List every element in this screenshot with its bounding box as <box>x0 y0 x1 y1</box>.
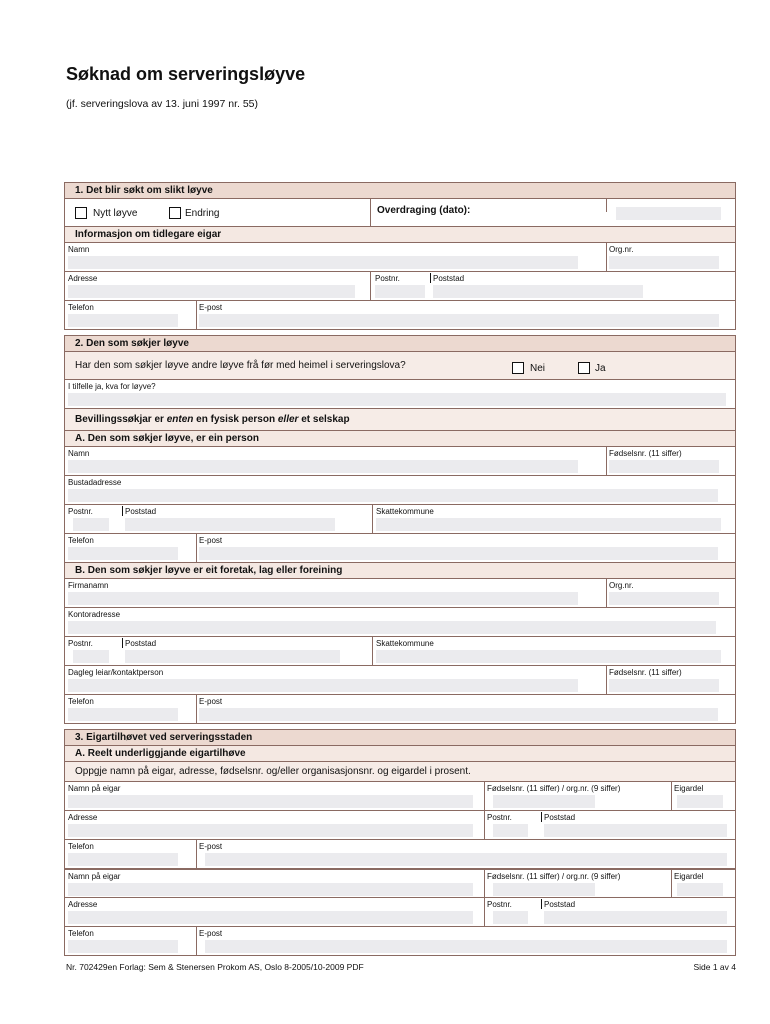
a-postnr-field[interactable] <box>73 518 109 531</box>
prev-email-field[interactable] <box>199 314 719 327</box>
b-manager-label: Dagleg leiar/kontaktperson <box>68 668 164 677</box>
owner1-share-label: Eigardel <box>674 784 704 793</box>
owner2-phone-field[interactable] <box>68 940 178 953</box>
transfer-label: Overdraging (dato): <box>377 205 471 216</box>
b-phone-field[interactable] <box>68 708 178 721</box>
owner2-email-label: E-post <box>199 929 223 938</box>
owner1-name-label: Namn på eigar <box>68 784 121 793</box>
new-licence-label: Nytt løyve <box>93 208 138 219</box>
owner1-share-field[interactable] <box>677 795 723 808</box>
page-title: Søknad om serveringsløyve <box>66 64 306 84</box>
owner2-name-label: Namn på eigar <box>68 872 121 881</box>
prev-address-field[interactable] <box>68 285 355 298</box>
prev-owner-header: Informasjon om tidlegare eigar <box>65 226 735 242</box>
either-text-b: enten <box>166 414 194 425</box>
a-tax-field[interactable] <box>376 518 721 531</box>
change-label: Endring <box>185 208 220 219</box>
section-2-header: 2. Den som søkjer løyve <box>65 336 735 351</box>
b-tax-field[interactable] <box>376 650 721 663</box>
section-2b-header: B. Den som søkjer løyve er eit foretak, lag eller foreining <box>65 562 735 578</box>
owner2-phone-label: Telefon <box>68 929 94 938</box>
b-orgnr-label: Org.nr. <box>609 581 634 590</box>
prev-poststad-field[interactable] <box>433 285 643 298</box>
footer-publisher: Nr. 702429en Forlag: Sem & Stenersen Prokom AS, Oslo 8-2005/10-2009 PDF <box>66 962 364 972</box>
prev-poststad-label: Poststad <box>433 274 465 283</box>
b-poststad-field[interactable] <box>125 650 340 663</box>
which-licence-label: I tilfelle ja, kva for løyve? <box>68 382 156 391</box>
b-orgnr-field[interactable] <box>609 592 719 605</box>
b-postnr-label: Postnr. <box>68 639 93 648</box>
owner2-name-field[interactable] <box>68 883 473 896</box>
either-text-d: eller <box>277 414 299 425</box>
b-office-field[interactable] <box>68 621 716 634</box>
prev-name-label: Namn <box>68 245 90 254</box>
owner2-address-label: Adresse <box>68 900 98 909</box>
a-birth-label: Fødselsnr. (11 siffer) <box>609 449 682 458</box>
owner1-phone-field[interactable] <box>68 853 178 866</box>
owner2-postnr-field[interactable] <box>493 911 528 924</box>
page-subtitle: (jf. serveringslova av 13. juni 1997 nr. 55) <box>66 98 259 110</box>
no-label: Nei <box>530 363 546 374</box>
yes-label: Ja <box>595 363 606 374</box>
section-2 <box>64 335 736 724</box>
other-licence-question: Har den som søkjer løyve andre løyve frå før med heimel i serveringslova? <box>75 360 406 371</box>
either-text-e: et selskap <box>298 414 350 425</box>
section-2a-header: A. Den som søkjer løyve, er ein person <box>65 430 735 446</box>
a-poststad-label: Poststad <box>125 507 157 516</box>
b-manager-field[interactable] <box>68 679 578 692</box>
a-poststad-field[interactable] <box>125 518 335 531</box>
owner1-phone-label: Telefon <box>68 842 94 851</box>
owner1-id-label: Fødselsnr. (11 siffer) / org.nr. (9 siffer) <box>487 784 621 793</box>
owner1-address-field[interactable] <box>68 824 473 837</box>
owner2-email-field[interactable] <box>205 940 727 953</box>
prev-postnr-label: Postnr. <box>375 274 400 283</box>
owner1-email-field[interactable] <box>205 853 727 866</box>
no-checkbox[interactable] <box>512 362 524 374</box>
a-email-field[interactable] <box>199 547 718 560</box>
b-poststad-label: Poststad <box>125 639 157 648</box>
change-checkbox[interactable] <box>169 207 181 219</box>
b-firm-label: Firmanamn <box>68 581 109 590</box>
section-3a-header: A. Reelt underliggjande eigartilhøve <box>65 745 735 761</box>
a-birth-field[interactable] <box>609 460 719 473</box>
applicant-type-note <box>65 408 735 430</box>
prev-phone-label: Telefon <box>68 303 94 312</box>
section-3 <box>64 729 736 956</box>
a-tax-label: Skattekommune <box>376 507 434 516</box>
owner1-name-field[interactable] <box>68 795 473 808</box>
b-phone-label: Telefon <box>68 697 94 706</box>
owner2-poststad-label: Poststad <box>544 900 576 909</box>
yes-checkbox[interactable] <box>578 362 590 374</box>
owner2-share-field[interactable] <box>677 883 723 896</box>
b-tax-label: Skattekommune <box>376 639 434 648</box>
owner1-poststad-field[interactable] <box>544 824 727 837</box>
owner1-poststad-label: Poststad <box>544 813 576 822</box>
a-phone-label: Telefon <box>68 536 94 545</box>
owner1-address-label: Adresse <box>68 813 98 822</box>
b-birth-field[interactable] <box>609 679 719 692</box>
section-1 <box>64 182 736 330</box>
prev-postnr-field[interactable] <box>375 285 425 298</box>
owner1-id-field[interactable] <box>493 795 595 808</box>
a-home-label: Bustadadresse <box>68 478 122 487</box>
b-birth-label: Fødselsnr. (11 siffer) <box>609 668 682 677</box>
owner2-id-field[interactable] <box>493 883 595 896</box>
prev-phone-field[interactable] <box>68 314 178 327</box>
licence-type-row <box>65 198 735 226</box>
new-licence-checkbox[interactable] <box>75 207 87 219</box>
owner2-share-label: Eigardel <box>674 872 704 881</box>
either-text-a: Bevillingssøkjar er <box>75 414 167 425</box>
owner1-postnr-label: Postnr. <box>487 813 512 822</box>
a-home-field[interactable] <box>68 489 718 502</box>
prev-name-field[interactable] <box>68 256 578 269</box>
either-text-c: en fysisk person <box>193 414 278 425</box>
prev-email-label: E-post <box>199 303 223 312</box>
a-email-label: E-post <box>199 536 223 545</box>
a-postnr-label: Postnr. <box>68 507 93 516</box>
prev-orgnr-label: Org.nr. <box>609 245 634 254</box>
footer-page-number: Side 1 av 4 <box>693 962 736 972</box>
a-name-field[interactable] <box>68 460 578 473</box>
a-name-label: Namn <box>68 449 90 458</box>
b-email-field[interactable] <box>199 708 718 721</box>
b-postnr-field[interactable] <box>73 650 109 663</box>
owner2-poststad-field[interactable] <box>544 911 727 924</box>
owner2-postnr-label: Postnr. <box>487 900 512 909</box>
prev-orgnr-field[interactable] <box>609 256 719 269</box>
b-office-label: Kontoradresse <box>68 610 121 619</box>
b-email-label: E-post <box>199 697 223 706</box>
a-phone-field[interactable] <box>68 547 178 560</box>
which-licence-field[interactable] <box>68 393 726 406</box>
section-1-header: 1. Det blir søkt om slikt løyve <box>65 183 735 198</box>
prev-address-label: Adresse <box>68 274 98 283</box>
owner1-email-label: E-post <box>199 842 223 851</box>
owner2-address-field[interactable] <box>68 911 473 924</box>
transfer-date-field[interactable] <box>616 207 721 220</box>
b-firm-field[interactable] <box>68 592 578 605</box>
owner-instructions: Oppgje namn på eigar, adresse, fødselsnr. og/eller organisasjonsnr. og eigardel i prosent. <box>75 766 471 777</box>
owner2-id-label: Fødselsnr. (11 siffer) / org.nr. (9 siffer) <box>487 872 621 881</box>
owner1-postnr-field[interactable] <box>493 824 528 837</box>
section-3-header: 3. Eigartilhøvet ved serveringsstaden <box>65 730 735 745</box>
